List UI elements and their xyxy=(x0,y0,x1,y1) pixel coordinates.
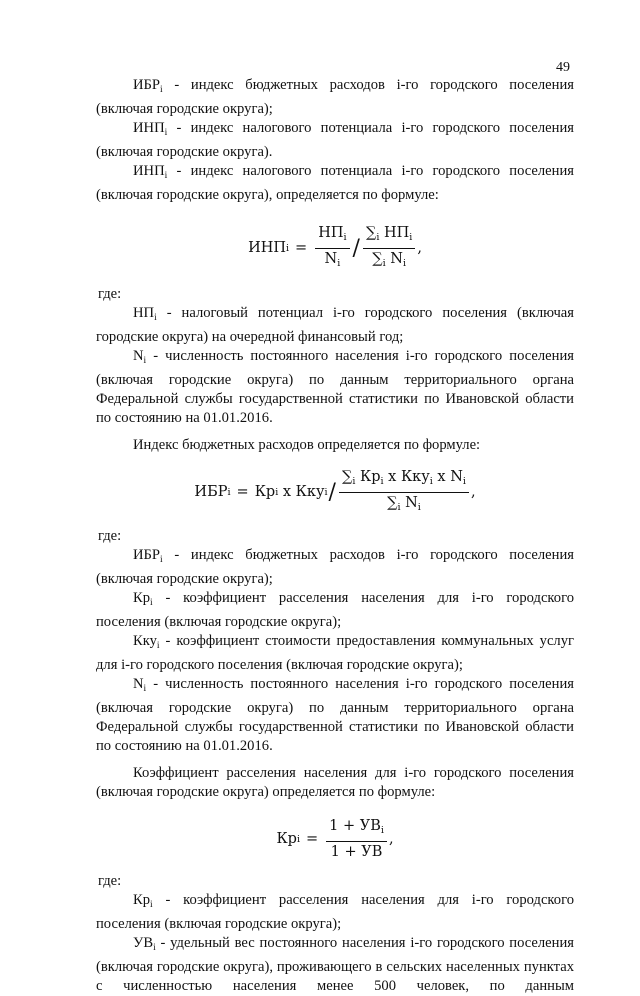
denominator: 1 + УВ xyxy=(330,844,383,860)
sum-symbol: ∑ xyxy=(387,494,398,511)
formula-subscript: i xyxy=(409,231,413,243)
sum-symbol: ∑ xyxy=(365,224,377,241)
paragraph-kr-formula-intro: Коэффициент расселения населения для i-го городского поселения (включая городские округа) определяется по формуле: xyxy=(96,765,574,800)
denominator: N xyxy=(324,250,338,267)
formula-ibr xyxy=(96,455,574,527)
equals-sign: = xyxy=(236,483,249,500)
formula-subscript: i xyxy=(380,825,384,836)
numerator: 1 + УВ xyxy=(329,818,381,834)
fraction xyxy=(315,224,349,273)
term: Кку xyxy=(133,633,157,649)
formula-subscript: i xyxy=(296,833,300,845)
term-subscript: i xyxy=(164,128,168,138)
paragraph-np-definition xyxy=(96,304,574,347)
sum-symbol: ∑ xyxy=(341,468,353,485)
paragraph-n-definition xyxy=(96,347,574,428)
multiply-sign: x xyxy=(383,468,401,485)
term-subscript: i xyxy=(143,684,147,694)
formula-subscript: i xyxy=(337,257,341,269)
paragraph-text: - налоговый потенциал i-го городского поселения (включая городские округа) на очередной финансовый год; xyxy=(96,305,574,345)
numerator: НП xyxy=(383,224,410,241)
formula-subscript: i xyxy=(275,486,279,498)
denominator: N xyxy=(405,494,418,511)
where-label: где: xyxy=(98,873,122,889)
term-subscript: i xyxy=(143,356,147,366)
term-subscript: i xyxy=(153,943,156,953)
paragraph-ibr-definition-2 xyxy=(96,546,574,589)
paragraph-text: - индекс налогового потенциала i-го городского поселения (включая городские округа). xyxy=(96,120,574,160)
term: Кр xyxy=(133,590,151,606)
fraction xyxy=(363,224,415,273)
formula-end: , xyxy=(388,830,394,847)
denominator: N xyxy=(390,250,403,267)
term: ИНП xyxy=(133,163,165,179)
fraction xyxy=(339,468,469,517)
formula-subscript: i xyxy=(343,231,347,243)
formula-lhs: ИНП xyxy=(248,239,286,256)
term-subscript: i xyxy=(150,900,153,910)
paragraph-kr-definition xyxy=(96,589,574,632)
term: НП xyxy=(133,305,155,321)
formula-subscript: i xyxy=(286,242,290,254)
term: ИБР xyxy=(133,547,161,563)
paragraph-text: - численность постоянного населения i-го городского поселения (включая городские округа) по данным территориального органа Федеральной службы государственной статистики по Ивановской области по состоянию на 01.01.2016. xyxy=(96,676,574,754)
term: N xyxy=(133,348,144,364)
document-body xyxy=(96,76,574,996)
formula-subscript: i xyxy=(324,486,328,498)
numerator-term: N xyxy=(450,468,463,485)
term-subscript: i xyxy=(154,313,157,323)
equals-sign: = xyxy=(306,830,319,847)
term-subscript: i xyxy=(156,641,160,651)
numerator-term: Кку xyxy=(400,468,430,485)
term: N xyxy=(133,676,144,692)
where-label: где: xyxy=(98,286,122,302)
numerator: НП xyxy=(318,224,344,241)
formula-subscript: i xyxy=(429,475,433,487)
term: ИНП xyxy=(133,120,165,136)
term-subscript: i xyxy=(160,555,163,565)
paragraph-text: - коэффициент расселения населения для i-го городского поселения (включая городские округа); xyxy=(96,892,574,932)
formula-term: Кр xyxy=(254,483,276,500)
formula-subscript: i xyxy=(380,475,384,487)
formula-end: , xyxy=(470,483,476,500)
fraction xyxy=(326,817,387,861)
formula-lhs: ИБР xyxy=(194,483,228,500)
term: ИБР xyxy=(133,77,161,93)
paragraph-text: - коэффициент расселения населения для i-го городского поселения (включая городские округа); xyxy=(96,590,574,630)
term: Кр xyxy=(133,892,151,908)
equals-sign: = xyxy=(295,239,308,256)
paragraph-text: - индекс бюджетных расходов i-го городского поселения (включая городские округа); xyxy=(96,547,574,587)
paragraph-text: - удельный вес постоянного населения i-го городского поселения (включая городские округа), проживающего в сельских населенных пунктах с численностью населения менее 500 человек, по данным xyxy=(96,935,574,994)
term-subscript: i xyxy=(160,85,163,95)
paragraph-ibr-formula-intro: Индекс бюджетных расходов определяется по формуле: xyxy=(133,437,481,453)
where-label: где: xyxy=(98,528,122,544)
paragraph-kr-definition-2 xyxy=(96,891,574,934)
formula-subscript: i xyxy=(402,257,407,269)
multiply-sign: x xyxy=(278,483,296,500)
formula-subscript: i xyxy=(376,231,380,243)
formula-subscript: i xyxy=(417,501,421,513)
formula-term: Кку xyxy=(295,483,325,500)
paragraph-uv-definition xyxy=(96,934,574,996)
paragraph-n-definition-2 xyxy=(96,675,574,756)
numerator-term: Кр xyxy=(359,468,381,485)
paragraph-inp-formula-intro xyxy=(96,162,574,205)
paragraph-text: - индекс бюджетных расходов i-го городского поселения (включая городские округа); xyxy=(96,77,574,117)
sum-symbol: ∑ xyxy=(372,250,383,267)
term-subscript: i xyxy=(164,171,168,181)
division-slash: / xyxy=(352,235,360,261)
term-subscript: i xyxy=(150,598,153,608)
formula-subscript: i xyxy=(397,501,401,513)
term: УВ xyxy=(133,935,154,951)
formula-subscript: i xyxy=(462,475,466,487)
formula-subscript: i xyxy=(227,486,231,498)
paragraph-ibr-definition xyxy=(96,76,574,119)
division-slash: / xyxy=(328,479,336,505)
paragraph-text: - коэффициент стоимости предоставления коммунальных услуг для i-го городского поселения (включая городские округа); xyxy=(96,633,574,673)
multiply-sign: x xyxy=(432,468,451,485)
paragraph-kku-definition xyxy=(96,632,574,675)
formula-end: , xyxy=(417,239,422,256)
paragraph-text: - численность постоянного населения i-го городского поселения (включая городские округа) по данным территориального органа Федеральной службы государственной статистики по Ивановской области по состоянию на 01.01.2016. xyxy=(96,348,574,426)
formula-subscript: i xyxy=(382,257,386,269)
page-number: 49 xyxy=(556,60,570,75)
formula-inp xyxy=(96,205,574,285)
paragraph-inp-definition xyxy=(96,119,574,162)
formula-lhs: Кр xyxy=(276,830,297,847)
formula-kr xyxy=(96,802,574,872)
formula-subscript: i xyxy=(352,475,356,487)
paragraph-text: - индекс налогового потенциала i-го городского поселения (включая городские округа), определяется по формуле: xyxy=(96,163,574,203)
